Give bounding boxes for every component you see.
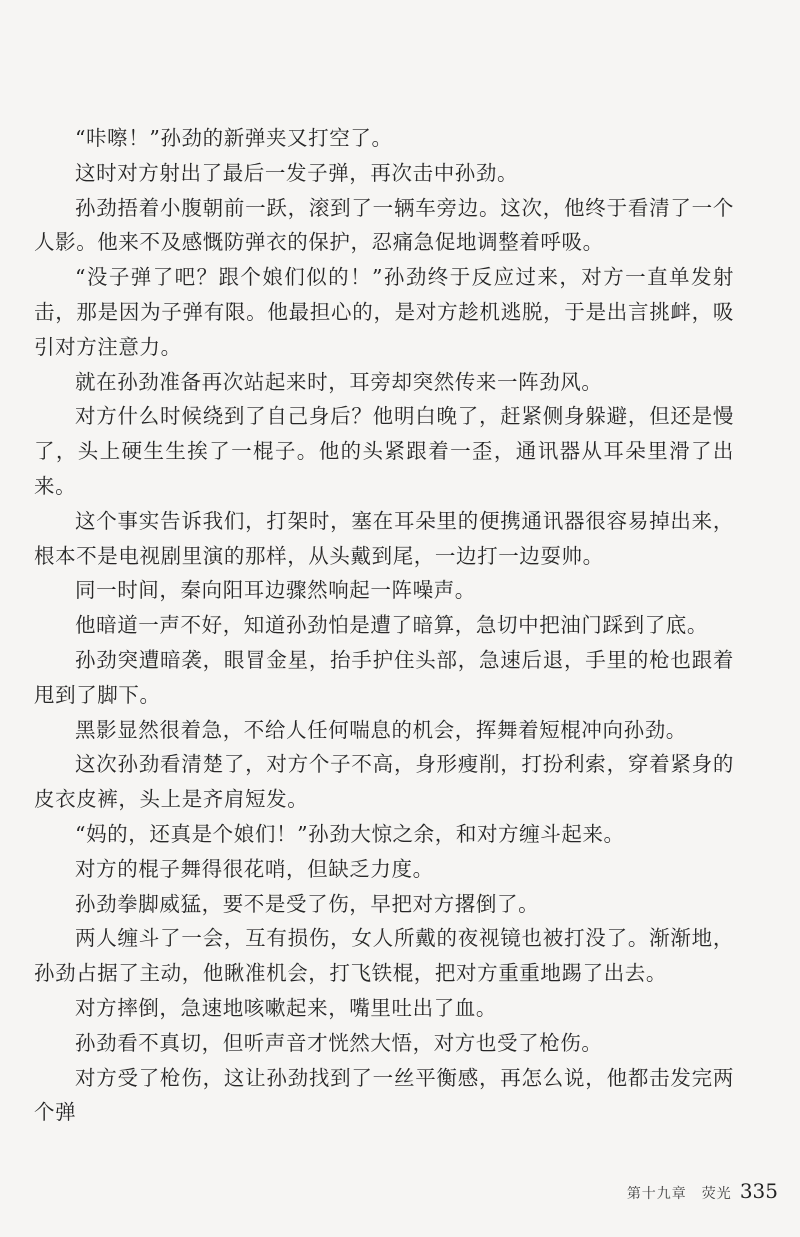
- paragraph: “没子弹了吧？跟个娘们似的！”孙劲终于反应过来，对方一直单发射击，那是因为子弹有限。他最担心的，是对方趁机逃脱，于是出言挑衅，吸引对方注意力。: [34, 265, 734, 359]
- paragraph: 黑影显然很着急，不给人任何喘息的机会，挥舞着短棍冲向孙劲。: [75, 717, 687, 742]
- paragraph: 同一时间，秦向阳耳边骤然响起一阵噪声。: [75, 578, 476, 603]
- paragraph: 孙劲突遭暗袭，眼冒金星，抬手护住头部，急速后退，手里的枪也跟着甩到了脚下。: [34, 647, 734, 707]
- paragraph: 对方什么时候绕到了自己身后？他明白晚了，赶紧侧身躲避，但还是慢了，头上硬生生挨了一棍子。他的头紧跟着一歪，通讯器从耳朵里滑了出来。: [34, 404, 734, 498]
- body-text: [34, 121, 734, 1130]
- page-number: 335: [739, 1179, 778, 1203]
- paragraph: 孙劲拳脚威猛，要不是受了伤，早把对方撂倒了。: [75, 891, 540, 916]
- paragraph: 这时对方射出了最后一发子弹，再次击中孙劲。: [75, 160, 519, 185]
- paragraph: 对方受了枪伤，这让孙劲找到了一丝平衡感，再怎么说，他都击发完两个弹: [34, 1065, 734, 1125]
- page-footer: [627, 1179, 778, 1203]
- paragraph: 他暗道一声不好，知道孙劲怕是遭了暗算，急切中把油门踩到了底。: [75, 613, 708, 638]
- paragraph: 对方摔倒，急速地咳嗽起来，嘴里吐出了血。: [75, 995, 497, 1020]
- paragraph: 这次孙劲看清楚了，对方个子不高，身形瘦削，打扮利索，穿着紧身的皮衣皮裤，头上是齐肩短发。: [34, 752, 734, 812]
- chapter-title: 第十九章 荧光: [626, 1186, 732, 1202]
- paragraph: 孙劲捂着小腹朝前一跃，滚到了一辆车旁边。这次，他终于看清了一个人影。他来不及感慨防弹衣的保护，忍痛急促地调整着呼吸。: [34, 195, 734, 255]
- paragraph: 这个事实告诉我们，打架时，塞在耳朵里的便携通讯器很容易掉出来，根本不是电视剧里演的那样，从头戴到尾，一边打一边耍帅。: [34, 508, 734, 568]
- paragraph: 就在孙劲准备再次站起来时，耳旁却突然传来一阵劲风。: [75, 369, 603, 394]
- paragraph: 对方的棍子舞得很花哨，但缺乏力度。: [75, 856, 434, 881]
- paragraph: “妈的，还真是个娘们！”孙劲大惊之余，和对方缠斗起来。: [75, 821, 625, 846]
- paragraph: “咔嚓！”孙劲的新弹夹又打空了。: [75, 126, 393, 150]
- paragraph: 两人缠斗了一会，互有损伤，女人所戴的夜视镜也被打没了。渐渐地，孙劲占据了主动，他瞅准机会，打飞铁棍，把对方重重地踢了出去。: [34, 926, 734, 986]
- paragraph: 孙劲看不真切，但听声音才恍然大悟，对方也受了枪伤。: [75, 1030, 603, 1055]
